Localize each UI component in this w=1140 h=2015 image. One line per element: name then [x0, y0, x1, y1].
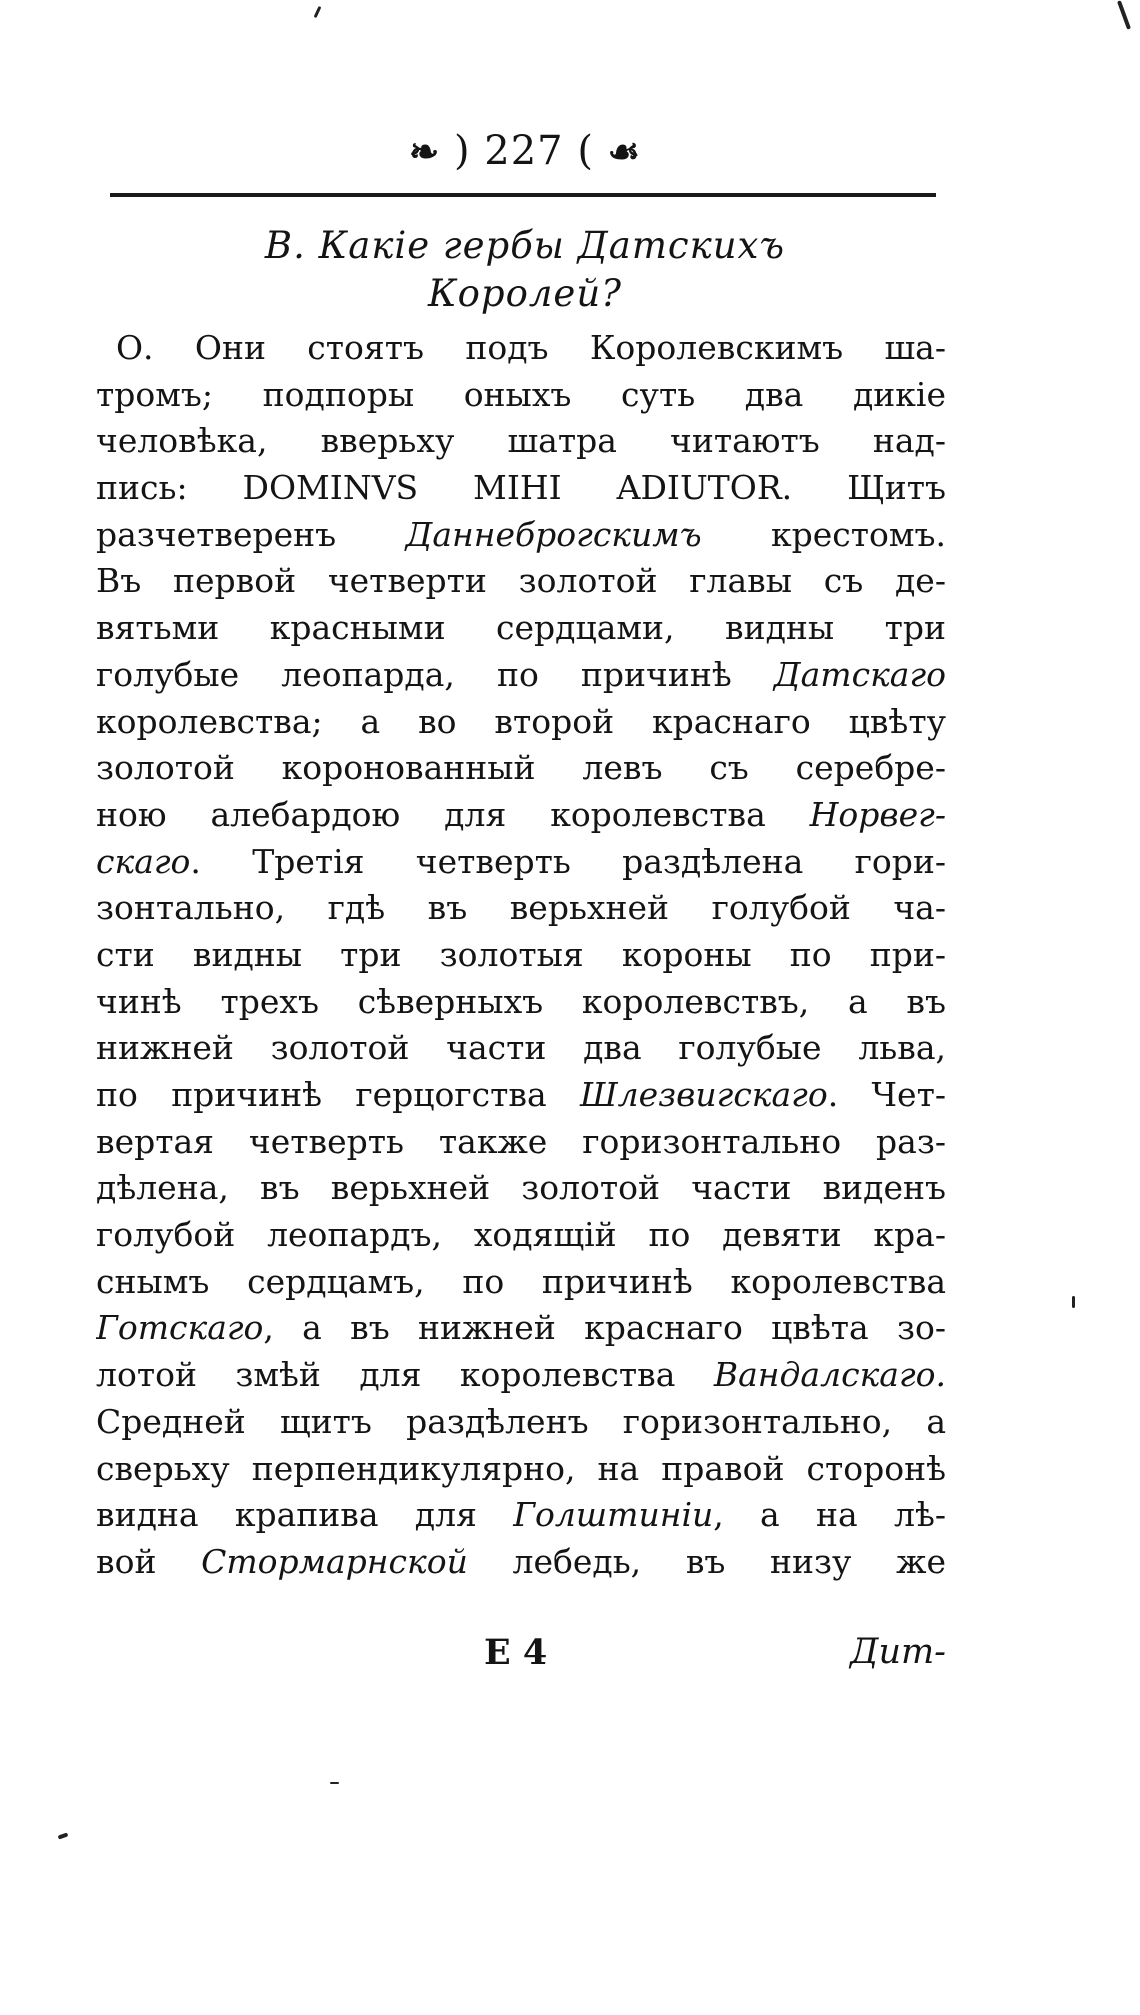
header-rule [110, 193, 936, 197]
text-line [96, 792, 946, 839]
text-run: , а на лѣ- [713, 1495, 946, 1535]
text-line: сти видны три золотыя короны по при- [96, 934, 946, 974]
italic-name: Готскаго [96, 1308, 264, 1348]
question-line-1: В. Какiе гербы Датскихъ [264, 224, 786, 267]
italic-name: Датскаго [773, 654, 946, 694]
text-line: зонтально, гдѣ въ верьхней голубой ча- [96, 888, 946, 928]
running-header [110, 128, 940, 174]
italic-name: скаго [96, 841, 191, 881]
text-line [96, 512, 946, 559]
ornament-left: ❧ [409, 131, 441, 173]
italic-name: Даннеброгскимъ [405, 514, 702, 554]
text-run: лотой змѣй для королевства [96, 1355, 714, 1395]
text-line: вятьми красными сердцами, видны три [96, 608, 946, 648]
question-heading [110, 222, 940, 318]
text-run: . Третiя четверть раздѣлена гори- [190, 841, 946, 881]
catchword: Дит- [849, 1632, 946, 1672]
italic-name: Вандалскаго. [713, 1355, 946, 1395]
italic-name: Стормарнской [201, 1541, 468, 1581]
page-number: ) 227 ( [453, 128, 594, 174]
italic-name: Голштинiи [513, 1495, 714, 1535]
question-line-2: Королей? [428, 272, 622, 315]
ornament-right: ☙ [607, 131, 641, 173]
text-line: сверьху перпендикулярно, на правой сторонѣ [96, 1448, 946, 1488]
text-line: пись: DOMINVS MIHI ADIUTOR. Щитъ [96, 468, 946, 508]
text-run: голубые леопарда, по причинѣ [96, 654, 774, 694]
text-line: вертая четверть также горизонтально раз- [96, 1121, 946, 1161]
text-run: , а въ нижней краснаго цвѣта зо- [263, 1308, 946, 1348]
text-run: по причинѣ герцогства [96, 1075, 580, 1114]
text-line [96, 1492, 946, 1539]
text-line: голубой леопардъ, ходящiй по девяти кра- [96, 1215, 946, 1255]
text-line: дѣлена, въ верьхней золотой части виденъ [96, 1168, 946, 1208]
text-line: чинѣ трехъ сѣверныхъ королевствъ, а въ [96, 981, 946, 1021]
text-run: вой [96, 1541, 202, 1581]
text-line [96, 652, 946, 699]
page-footer [96, 1632, 946, 1682]
text-run: разчетверенъ [96, 514, 406, 554]
text-line [96, 1305, 946, 1352]
text-line: королевства; а во второй краснаго цвѣту [96, 701, 946, 741]
scan-speck [330, 1782, 339, 1784]
scan-speck [314, 6, 322, 18]
scan-speck [1117, 0, 1131, 30]
text-line: О. Они стоятъ подъ Королевскимъ ша- [116, 328, 946, 367]
text-run: . Чет- [827, 1075, 946, 1114]
signature-mark: E 4 [484, 1632, 548, 1673]
text-line: Въ первой четверти золотой главы съ де- [96, 561, 946, 601]
text-line: снымъ сердцамъ, по причинѣ королевства [96, 1261, 946, 1301]
answer-paragraph [96, 325, 946, 1586]
text-line [96, 839, 946, 886]
text-run: крестомъ. [701, 514, 946, 554]
scan-speck [58, 1832, 69, 1839]
text-line: нижней золотой части два голубые льва, [96, 1028, 946, 1068]
italic-name: Шлезвигскаго [579, 1075, 828, 1114]
text-line: человѣка, вверьху шатра читаютъ над- [96, 421, 946, 461]
text-line: золотой коронованный левъ съ серебре- [96, 748, 946, 788]
text-line [96, 1352, 946, 1399]
text-line [96, 1539, 946, 1586]
text-run: ною алебардою для королевства [96, 794, 810, 834]
text-run: лебедь, въ низу же [467, 1541, 946, 1581]
scan-speck [1072, 1296, 1075, 1308]
italic-name: Норвег- [809, 794, 946, 834]
text-line [96, 1072, 946, 1119]
text-run: видна крапива для [96, 1495, 514, 1535]
text-line: Средней щитъ раздѣленъ горизонтально, а [96, 1401, 946, 1441]
text-line: тромъ; подпоры оныхъ суть два дикiе [96, 374, 946, 414]
